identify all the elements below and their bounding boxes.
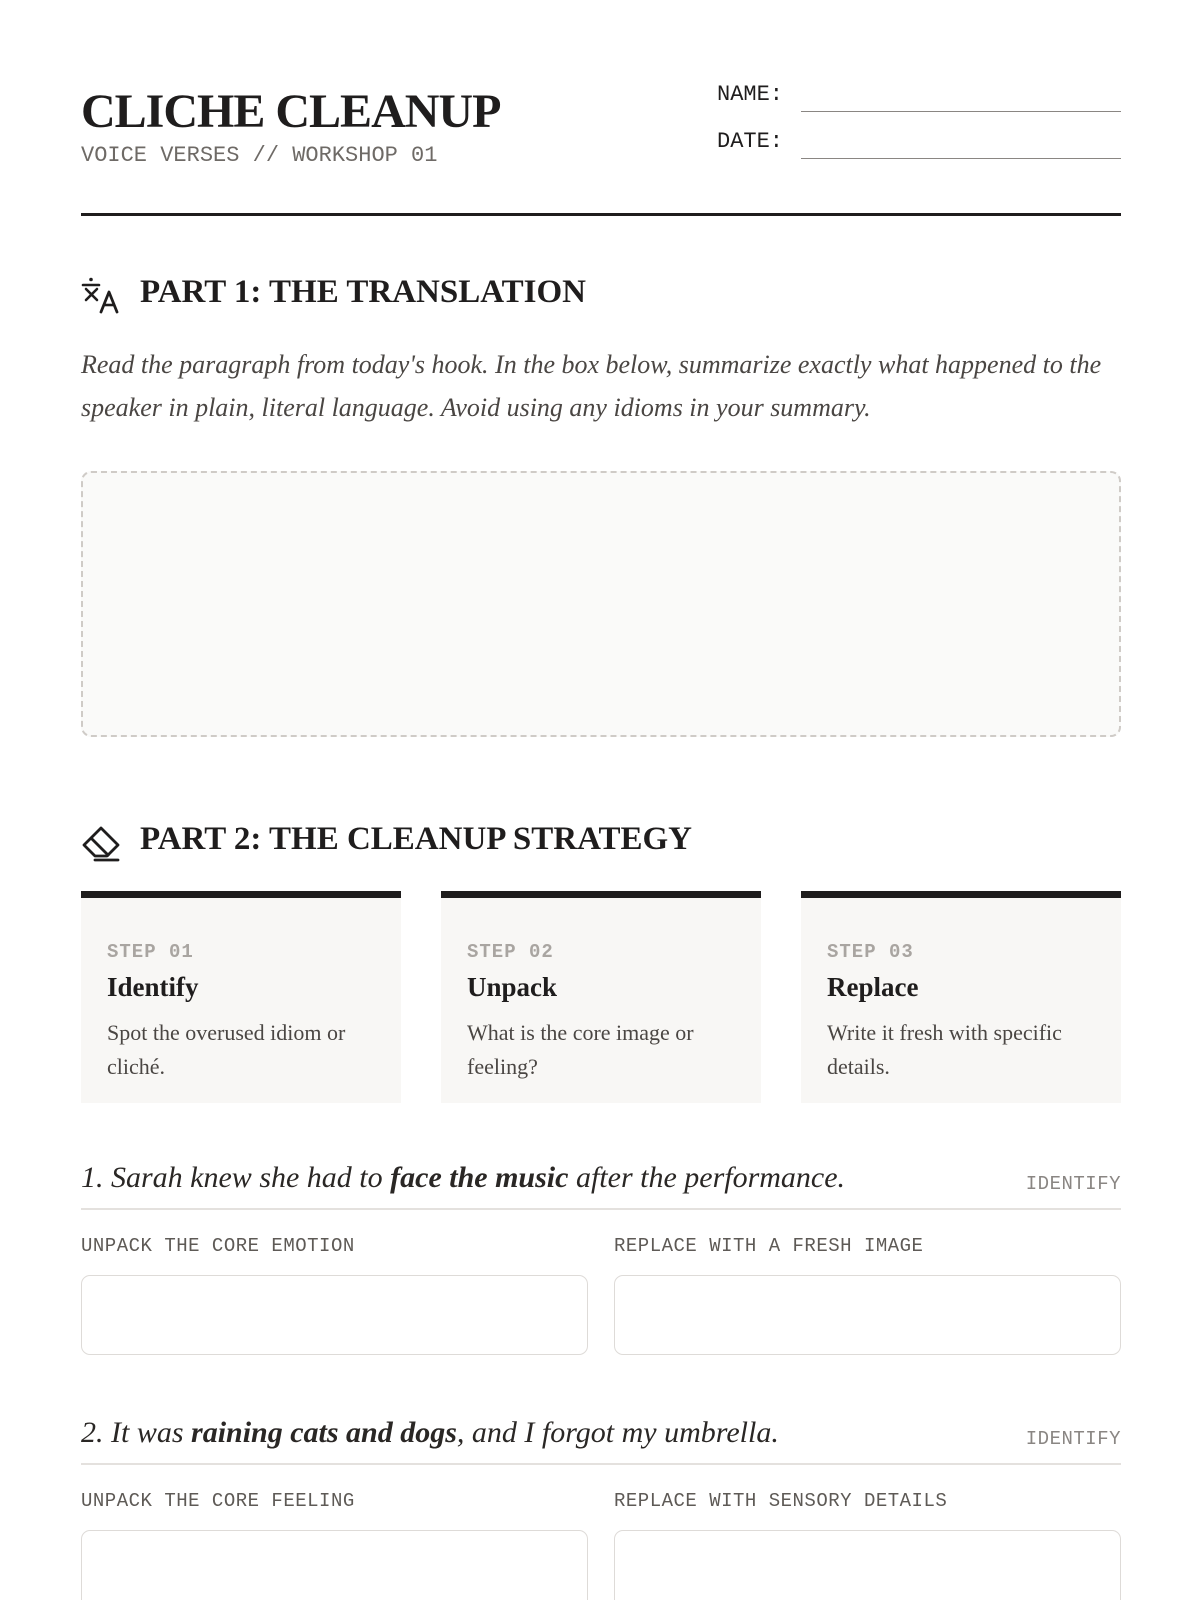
name-field[interactable] [717,82,1121,112]
step-description: What is the core image or feeling? [467,1020,694,1079]
sentence-suffix: , and I forgot my umbrella. [456,1416,779,1449]
step-number: STEP 03 [827,941,914,963]
date-field[interactable] [717,129,1121,159]
step-name: Replace [827,972,919,1002]
exercise-item-1 [81,1161,1121,1361]
translate-icon [81,276,121,316]
step-card-unpack [441,891,761,1103]
page-title: CLICHE CLEANUP [81,85,501,138]
step-description: Spot the overused idiom or cliché. [107,1020,346,1079]
sentence-suffix: after the performance. [568,1161,846,1194]
step-number: STEP 01 [107,941,194,963]
replace-input[interactable] [614,1275,1121,1355]
name-line[interactable] [801,111,1121,112]
sentence-prefix: 2. It was [81,1416,192,1449]
part1-title: PART 1: THE TRANSLATION [140,274,586,310]
worksheet-page [81,0,1121,1600]
step-name: Unpack [467,972,558,1002]
sentence-divider [81,1208,1121,1210]
sentence-divider [81,1463,1121,1465]
date-line[interactable] [801,158,1121,159]
idiom-highlight: raining cats and dogs [191,1416,457,1449]
step-number: STEP 02 [467,941,554,963]
unpack-input[interactable] [81,1530,588,1600]
identify-tag: IDENTIFY [1025,1428,1121,1450]
replace-label: REPLACE WITH A FRESH IMAGE [614,1235,924,1257]
idiom-highlight: face the music [390,1161,569,1194]
header-divider [81,213,1121,216]
eraser-icon [81,823,121,863]
step-card-identify [81,891,401,1103]
sentence-prefix: 1. Sarah knew she had to [81,1161,391,1194]
exercise-sentence [81,1416,779,1450]
step-name: Identify [107,972,199,1002]
summary-answer-box[interactable] [81,471,1121,737]
part2-title: PART 2: THE CLEANUP STRATEGY [140,821,692,857]
unpack-input[interactable] [81,1275,588,1355]
identify-tag: IDENTIFY [1025,1173,1121,1195]
page-subtitle: VOICE VERSES // WORKSHOP 01 [81,143,438,168]
step-description: Write it fresh with specific details. [827,1020,1062,1079]
part2-heading [81,821,1121,861]
part1-instructions: Read the paragraph from today's hook. In the box below, summarize exactly what happened to the speaker in plain, literal language. Avoid using any idioms in your summary. [81,350,1102,422]
step-card-replace [801,891,1121,1103]
part1-heading [81,274,1121,314]
date-label: DATE: [717,129,784,154]
exercise-item-2 [81,1416,1121,1600]
unpack-label: UNPACK THE CORE EMOTION [81,1235,355,1257]
replace-input[interactable] [614,1530,1121,1600]
unpack-label: UNPACK THE CORE FEELING [81,1490,355,1512]
exercise-sentence [81,1161,845,1195]
name-label: NAME: [717,82,784,107]
replace-label: REPLACE WITH SENSORY DETAILS [614,1490,948,1512]
